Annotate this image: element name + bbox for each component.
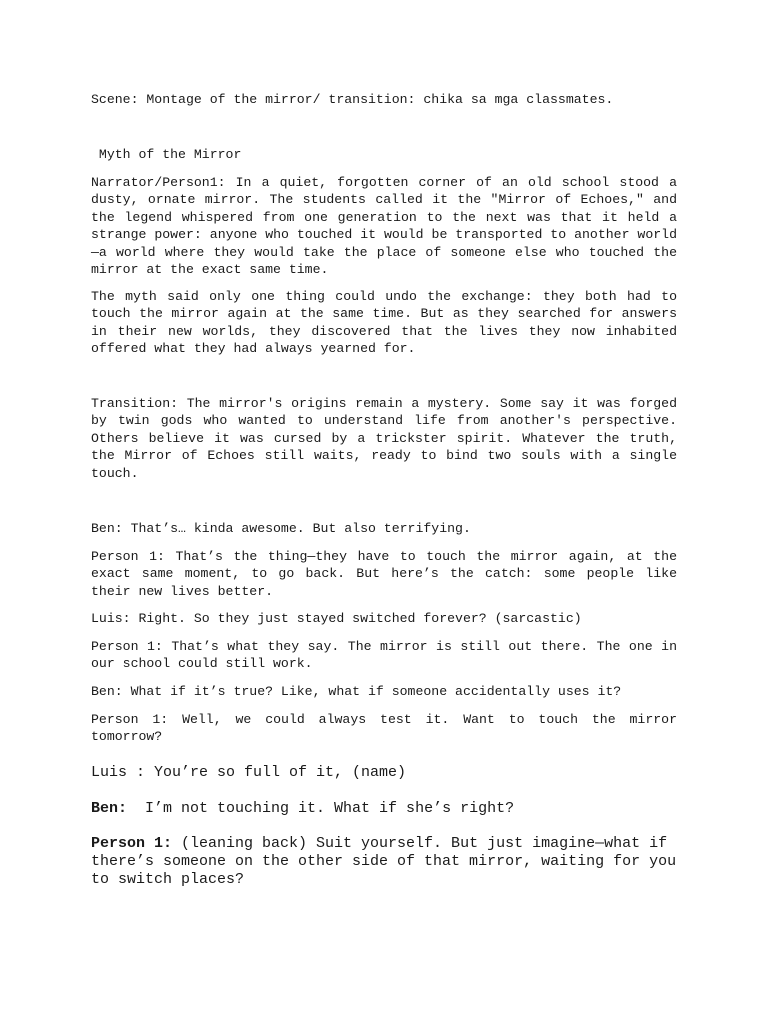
dialogue-line: Person 1: That’s what they say. The mirror is still out there. The one in our school could still work.	[91, 639, 677, 672]
speaker-name: Ben:	[91, 800, 128, 817]
dialogue-line-ben	[91, 800, 677, 818]
speaker-name: Person 1:	[91, 835, 173, 852]
dialogue-text: I’m not touching it. What if she’s right?	[127, 800, 515, 817]
dialogue-line: Luis: Right. So they just stayed switched forever? (sarcastic)	[91, 611, 582, 626]
scene-line: Scene: Montage of the mirror/ transition: chika sa mga classmates.	[91, 92, 614, 107]
narrator-paragraph-2: The myth said only one thing could undo the exchange: they both had to touch the mirror again at the same time. But as they searched for answers in their new worlds, they discovered that the lives they now inhabited offered what they had always yearned for.	[91, 289, 677, 357]
dialogue-line: Person 1: Well, we could always test it. Want to touch the mirror tomorrow?	[91, 712, 677, 745]
section-heading: Myth of the Mirror	[91, 147, 242, 162]
dialogue-line-person1	[91, 835, 677, 889]
dialogue-text: (leaning back) Suit yourself. But just imagine—what if there’s someone on the other side of that mirror, waiting for you to switch places?	[91, 835, 677, 888]
narrator-paragraph-1: Narrator/Person1: In a quiet, forgotten corner of an old school stood a dusty, ornate mirror. The students called it the "Mirror of Echoes," and the legend whispered from one generation to the next was that it held a strange power: anyone who touched it would be transported to another world—a world where they would take the place of someone else who touched the mirror at the exact same time.	[91, 175, 677, 278]
dialogue-line: Luis : You’re so full of it, (name)	[91, 764, 407, 781]
dialogue-line: Ben: That’s… kinda awesome. But also terrifying.	[91, 521, 471, 536]
dialogue-line: Person 1: That’s the thing—they have to touch the mirror again, at the exact same moment, to go back. But here’s the catch: some people like their new lives better.	[91, 549, 677, 599]
dialogue-line: Ben: What if it’s true? Like, what if someone accidentally uses it?	[91, 684, 622, 699]
transition-paragraph: Transition: The mirror's origins remain a mystery. Some say it was forged by twin gods who wanted to understand life from another's perspective. Others believe it was cursed by a trickster spirit. Whatever the truth, the Mirror of Echoes still waits, ready to bind two souls with a single touch.	[91, 396, 677, 481]
